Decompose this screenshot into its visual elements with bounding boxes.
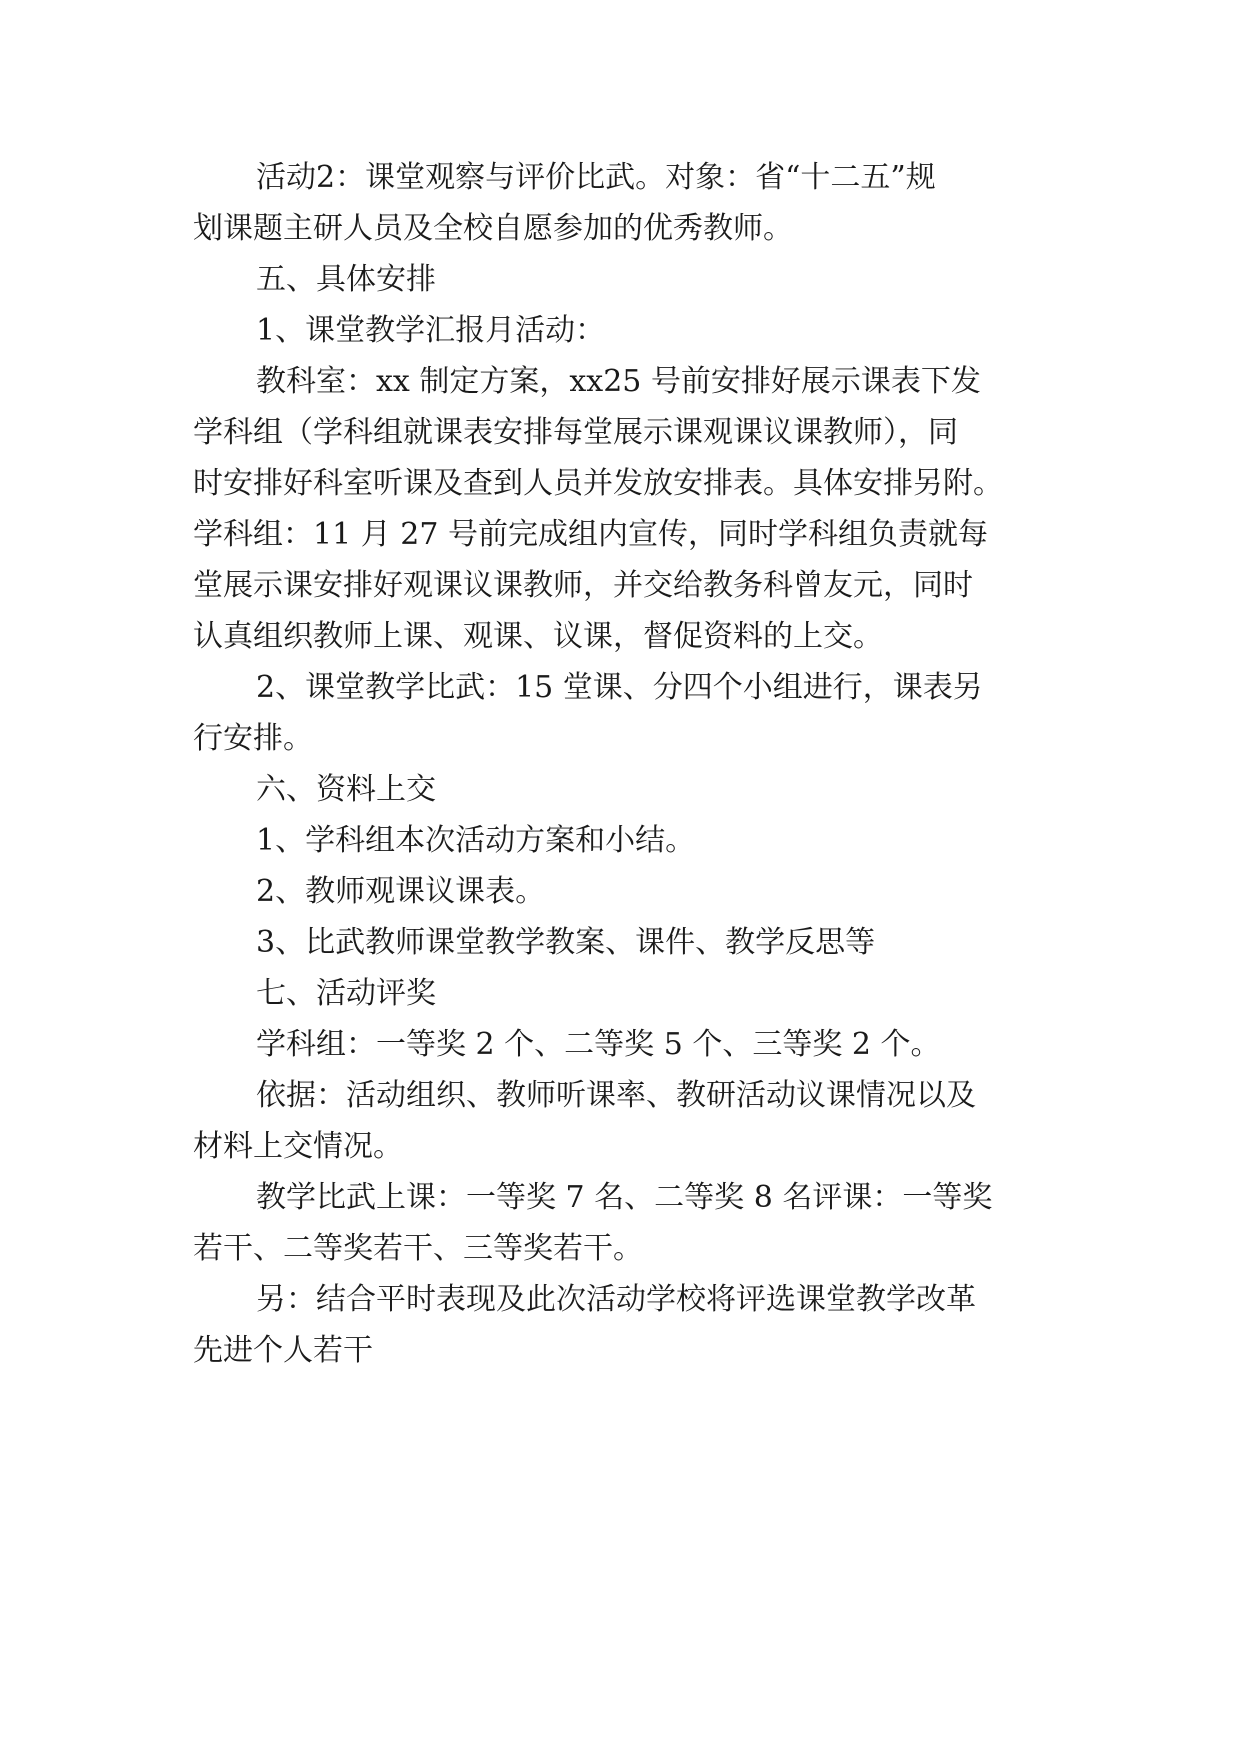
text-line: 学科组：一等奖 2 个、二等奖 5 个、三等奖 2 个。 [256,1027,941,1062]
text-line: 堂展示课安排好观课议课教师，并交给教务科曾友元，同时 [193,568,973,603]
text-line: 依据：活动组织、教师听课率、教研活动议课情况以及 [256,1078,976,1113]
text-line: 教学比武上课：一等奖 7 名、二等奖 8 名评课：一等奖 [256,1180,993,1215]
text-line: 活动2：课堂观察与评价比武。对象：省“十二五”规 [256,160,936,195]
list-item: 3、比武教师课堂教学教案、课件、教学反思等 [256,925,876,960]
section-heading: 六、资料上交 [256,772,436,807]
section-heading: 七、活动评奖 [256,976,436,1011]
text-line: 认真组织教师上课、观课、议课，督促资料的上交。 [193,619,883,654]
subsection-heading: 1、课堂教学汇报月活动： [256,313,606,348]
list-item: 1、学科组本次活动方案和小结。 [256,823,696,858]
subsection-heading: 2、课堂教学比武：15 堂课、分四个小组进行，课表另 [256,670,983,705]
text-line: 若干、二等奖若干、三等奖若干。 [193,1231,643,1266]
text-line: 材料上交情况。 [193,1129,403,1164]
text-line: 另：结合平时表现及此次活动学校将评选课堂教学改革 [256,1282,976,1317]
text-line: 教科室：xx 制定方案，xx25 号前安排好展示课表下发 [256,364,981,399]
text-line: 学科组（学科组就课表安排每堂展示课观课议课教师），同 [193,415,958,450]
text-line: 学科组：11 月 27 号前完成组内宣传，同时学科组负责就每 [193,517,988,552]
text-line: 划课题主研人员及全校自愿参加的优秀教师。 [193,211,793,246]
text-line: 先进个人若干 [193,1333,373,1368]
list-item: 2、教师观课议课表。 [256,874,546,909]
text-line: 时安排好科室听课及查到人员并发放安排表。具体安排另附。 [193,466,1003,501]
text-line: 行安排。 [193,721,313,756]
section-heading: 五、具体安排 [256,262,436,297]
